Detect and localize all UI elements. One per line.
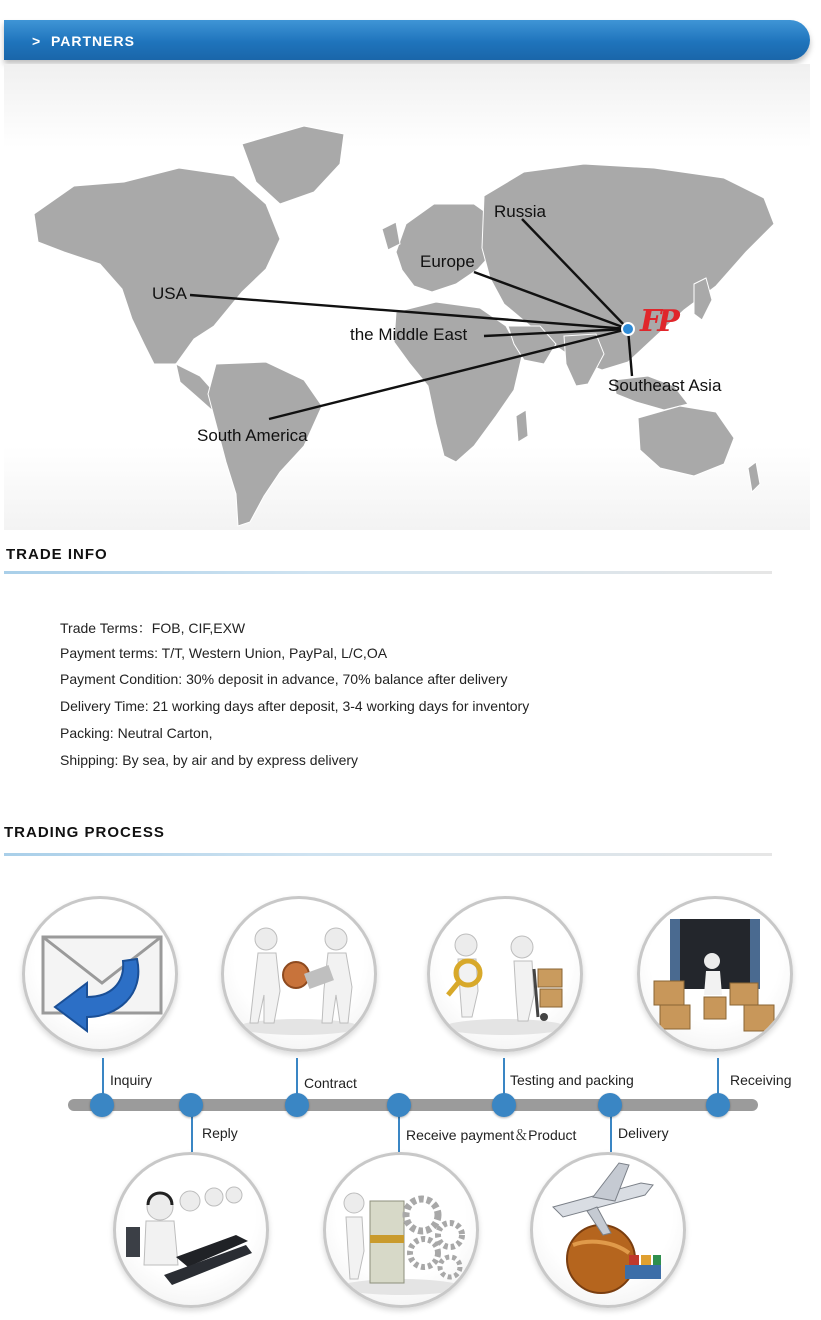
company-logo: FP [640,304,676,339]
timeline-node-testing-packing [492,1093,516,1117]
timeline-node-contract [285,1093,309,1117]
contract-image [221,896,377,1052]
timeline-node-receiving [706,1093,730,1117]
partners-title [32,33,135,49]
partners-banner [4,20,810,60]
region-label-europe: Europe [420,252,475,271]
delivery-time-line: Delivery Time: 21 working days after deposit, 3-4 working days for inventory [60,698,530,714]
envelope-icon [25,899,175,1049]
delivery-image [530,1152,686,1308]
trade-info-title: TRADE INFO [6,546,108,563]
trading-process-title: TRADING PROCESS [4,824,165,841]
receive-payment-image [323,1152,479,1308]
hub-dot [622,323,634,335]
payment-terms-line: Payment terms: T/T, Western Union, PayPal, L/C,OA [60,645,388,661]
trade-info-divider [4,571,772,574]
call-center-icon [116,1155,266,1305]
step-label-receiving: Receiving [730,1072,792,1088]
receiving-image [637,896,793,1052]
timeline-node-reply [179,1093,203,1117]
payment-connector [398,1114,400,1152]
receiving-connector [717,1058,719,1096]
testing-connector [503,1058,505,1096]
chevron-right-icon: > [32,33,42,49]
world-map [4,64,810,530]
inquiry-connector [102,1058,104,1096]
handshake-icon [224,899,374,1049]
container-boxes-icon [640,899,790,1049]
process-timeline [68,1099,758,1111]
reply-image [113,1152,269,1308]
plane-globe-icon [533,1155,683,1305]
region-label-usa: USA [152,284,187,303]
inquiry-image [22,896,178,1052]
partners-title-text: PARTNERS [50,33,135,49]
step-label-testing-packing: Testing and packing [510,1072,634,1088]
step-label-receive-payment: Receive payment＆Product [406,1127,577,1143]
step-label-inquiry: Inquiry [110,1072,153,1088]
magnifier-cart-icon [430,899,580,1049]
reply-connector [191,1114,193,1152]
testing-packing-image [427,896,583,1052]
timeline-node-inquiry [90,1093,114,1117]
region-label-middle-east: the Middle East [350,325,468,344]
step-label-contract: Contract [304,1075,357,1091]
step-label-reply: Reply [202,1125,238,1141]
timeline-node-receive-payment [387,1093,411,1117]
region-label-russia: Russia [494,202,546,221]
money-gears-icon [326,1155,476,1305]
timeline-node-delivery [598,1093,622,1117]
trade-terms-line: Trade Terms：FOB, CIF,EXW [60,620,246,636]
trading-process-divider [4,853,772,856]
step-label-delivery: Delivery [618,1125,669,1141]
region-label-southeast-asia: Southeast Asia [608,376,722,395]
shipping-line: Shipping: By sea, by air and by express delivery [60,752,359,768]
region-label-south-america: South America [197,426,308,445]
contract-connector [296,1058,298,1096]
packing-line: Packing: Neutral Carton, [60,725,213,741]
world-map-icon [4,64,810,530]
payment-condition-line: Payment Condition: 30% deposit in advance, 70% balance after delivery [60,671,508,687]
delivery-connector [610,1114,612,1152]
